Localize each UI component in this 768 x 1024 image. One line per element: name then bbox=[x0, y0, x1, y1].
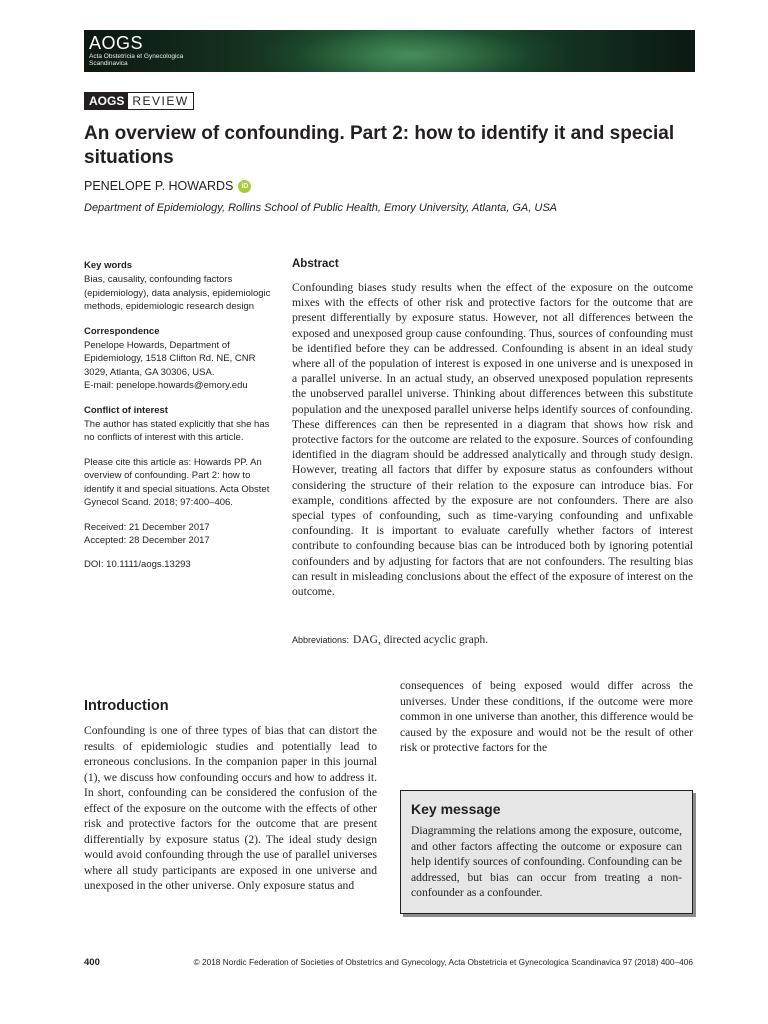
introduction-column-right: consequences of being exposed would differ across the universes. Under these conditions, if the outcome were more common in one universe than another, this difference would be caused by the exposure and would not be the result of other risk or protective factors for the bbox=[400, 679, 693, 754]
received-date: Received: 21 December 2017 bbox=[84, 521, 210, 533]
journal-full-name-line2: Scandinavica bbox=[89, 60, 128, 67]
abbreviations-value: DAG, directed acyclic graph. bbox=[353, 634, 489, 646]
key-message-heading: Key message bbox=[411, 801, 501, 817]
tag-journal: AOGS bbox=[85, 93, 128, 109]
citation-text: Please cite this article as: Howards PP. An overview of confounding. Part 2: how to identify it and special situations. Acta Obstet Gynecol Scand. 2018; 97:400–406. bbox=[84, 456, 270, 509]
abbreviations-line bbox=[292, 634, 488, 646]
correspondence-email[interactable]: E-mail: penelope.howards@emory.edu bbox=[84, 380, 248, 392]
introduction-column-left: Confounding is one of three types of bias that can distort the results of epidemiologic studies and potentially lead to erroneous conclusions. In the companion paper in this journal (1), we discuss how confounding occurs and how to address it. In short, confounding can be considered the confusion of the effect of the exposure on the outcome with the effects of other risk and protective factors for the outcome that are present differentially by exposure status (2). The ideal study design would avoid confounding through the use of parallel universes where all study participants are exposed in one universe and unexposed in the other universe. Only exposure status and bbox=[84, 724, 377, 892]
author-line bbox=[84, 178, 251, 194]
accepted-date: Accepted: 28 December 2017 bbox=[84, 534, 210, 546]
conflict-block bbox=[84, 404, 274, 445]
journal-mark: AOGS bbox=[89, 33, 144, 53]
article-title: An overview of confounding. Part 2: how to identify it and special situations bbox=[84, 123, 675, 168]
conflict-text: The author has stated explicitly that she has no conflicts of interest with this article. bbox=[84, 419, 270, 444]
abstract-heading: Abstract bbox=[292, 258, 339, 270]
author-affiliation: Department of Epidemiology, Rollins School of Public Health, Emory University, Atlanta, GA, USA bbox=[84, 202, 557, 214]
conflict-heading: Conflict of interest bbox=[84, 404, 168, 416]
key-message-text: Diagramming the relations among the exposure, outcome, and other factors affecting the outcome or exposure can help identify sources of confounding. Confounding can be addressed, but bias can occur from treating a non-confounder as a confounder. bbox=[411, 824, 682, 899]
correspondence-text: Penelope Howards, Department of Epidemiology, 1518 Clifton Rd. NE, CNR 3029, Atlanta, GA 30306, USA. bbox=[84, 340, 256, 378]
doi-text[interactable]: DOI: 10.1111/aogs.13293 bbox=[84, 559, 191, 571]
keywords-heading: Key words bbox=[84, 260, 133, 271]
article-sidebar bbox=[84, 259, 274, 583]
orcid-icon[interactable]: iD bbox=[238, 180, 251, 193]
abstract-text: Confounding biases study results when the effect of the exposure on the outcome mixes with the effects of other risk and protective factors for the outcome that are present differentially by exposure status. However, not all differences between the exposed and unexposed group cause confounding. Thus, sources of confounding must be identified before they can be addressed. Confounding is absent in an ideal study where all of the population of interest is exposed in one universe and is unexposed in a parallel universe. In an actual study, an observed unexposed population represents the unobserved parallel universe. Thinking about differences between this substitute population and the unexposed parallel universe helps identify sources of confounding. These differences can then be represented in a diagram that shows how risk and protective factors for the outcome are related to the exposure. Sources of confounding identified in the diagram should be addressed analytically and through study design. However, treating all factors that differ by exposure status as confounders without considering the structure of their relation to the exposure can introduce bias. For example, conditions affected by the exposure are not confounders. There are also special types of confounding, such as time-varying confounding and unfixable confounding. It is important to evaluate carefully whether factors of interest contribute to confounding because bias can be introduced both by ignoring potential confounders and by adjusting for factors that are not confounders. The resulting bias can result in misleading conclusions about the effect of the exposure of interest on the outcome. bbox=[292, 281, 693, 599]
dates-block bbox=[84, 521, 274, 548]
citation-block bbox=[84, 456, 274, 510]
journal-full-name-line1: Acta Obstetricia et Gynecologica bbox=[89, 53, 184, 60]
correspondence-block bbox=[84, 325, 274, 393]
article-type-tag bbox=[84, 92, 194, 110]
tag-type: REVIEW bbox=[132, 94, 189, 108]
keywords-block bbox=[84, 259, 274, 314]
key-message-box bbox=[400, 790, 693, 914]
journal-logo bbox=[89, 33, 183, 67]
journal-banner bbox=[84, 30, 695, 72]
copyright-footer: © 2018 Nordic Federation of Societies of Obstetrics and Gynecology, Acta Obstetricia et Gynecologica Scandinavica 97 (2018) 400–406 bbox=[193, 957, 693, 967]
page-number: 400 bbox=[84, 957, 100, 968]
introduction-heading: Introduction bbox=[84, 698, 169, 714]
keywords-text: Bias, causality, confounding factors (epidemiology), data analysis, epidemiologic methods, epidemiologic research design bbox=[84, 274, 271, 313]
abbreviations-label: Abbreviations: bbox=[292, 635, 350, 645]
author-name: PENELOPE P. HOWARDS bbox=[84, 179, 234, 193]
correspondence-heading: Correspondence bbox=[84, 325, 160, 337]
doi-block bbox=[84, 558, 274, 571]
